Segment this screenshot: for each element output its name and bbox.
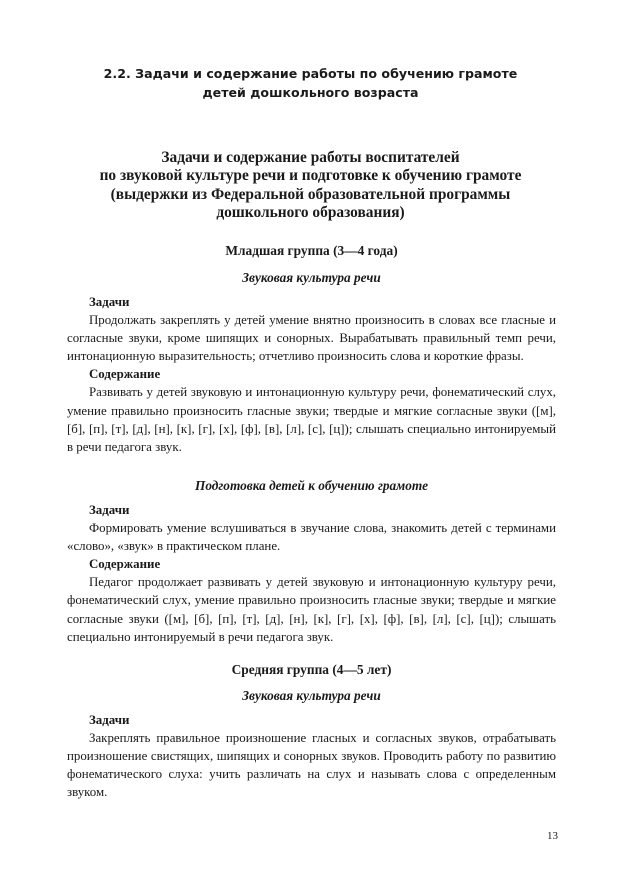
junior-speech-content-text: Развивать у детей звуковую и интонационную культуру речи, фонематический слух, умение правильно произносить гласные звуки; твердые и мягкие согласные звуки ([м], [б], [п], [т], [д], [н], [к], [г], [х], [ф], [в], [л], [с], [ц]); слышать специально интонируемый в речи педагога звук. xyxy=(67,385,556,454)
junior-speech-section xyxy=(67,293,556,456)
middle-speech-section xyxy=(67,711,556,801)
main-title-line-2: по звуковой культуре речи и подготовке к обучению грамоте xyxy=(99,167,522,185)
junior-speech-subheading: Звуковая культура речи xyxy=(242,270,381,285)
junior-literacy-tasks-text: Формировать умение вслушиваться в звучание слова, знакомить детей с терминами «слово», «звук» в практическом плане. xyxy=(67,521,556,554)
middle-speech-tasks-label: Задачи xyxy=(89,713,130,727)
main-title-line-1: Задачи и содержание работы воспитателей xyxy=(161,149,460,166)
main-title xyxy=(50,149,571,222)
junior-literacy-section xyxy=(67,501,556,646)
section-title-line-1: 2.2. Задачи и содержание работы по обучению грамоте xyxy=(103,66,518,81)
middle-group-heading: Средняя группа (4—5 лет) xyxy=(231,662,392,677)
junior-literacy-tasks-label: Задачи xyxy=(89,503,130,517)
junior-speech-content-label: Содержание xyxy=(89,367,161,382)
section-title xyxy=(60,65,561,102)
junior-literacy-content-label: Содержание xyxy=(89,557,161,572)
middle-speech-tasks-text: Закреплять правильное произношение гласных и согласных звуков, отрабатывать произношение свистящих, шипящих и сонорных звуков. Проводить работу по развитию фонематического слуха: учить различать на слух и называть слова с определенным звуком. xyxy=(67,731,556,800)
junior-literacy-subheading: Подготовка детей к обучению грамоте xyxy=(194,478,428,493)
main-title-line-3: (выдержки из Федеральной образовательной программы xyxy=(110,185,511,203)
page-number: 13 xyxy=(547,830,558,842)
section-title-line-2: детей дошкольного возраста xyxy=(202,84,419,100)
main-title-line-4: дошкольного образования) xyxy=(216,203,405,221)
middle-speech-subheading: Звуковая культура речи xyxy=(242,688,381,703)
junior-group-heading: Младшая группа (3—4 года) xyxy=(225,243,398,258)
junior-speech-tasks-label: Задачи xyxy=(89,295,130,309)
junior-speech-tasks-text: Продолжать закреплять у детей умение внятно произносить в словах все гласные и согласные звуки, кроме шипящих и сонорных. Вырабатывать правильный темп речи, интонационную выразительность; отчетливо произносить слова и короткие фразы. xyxy=(67,313,556,364)
junior-literacy-content-text: Педагог продолжает развивать у детей звуковую и интонационную культуру речи, фонематический слух, умение правильно произносить гласные звуки; твердые и мягкие согласные звуки ([м], [б], [п], [т], [д], [н], [к], [г], [х], [ф], [в], [л], [с], [ц]); слышать специально интонируемый в речи педагога звук. xyxy=(67,575,556,644)
